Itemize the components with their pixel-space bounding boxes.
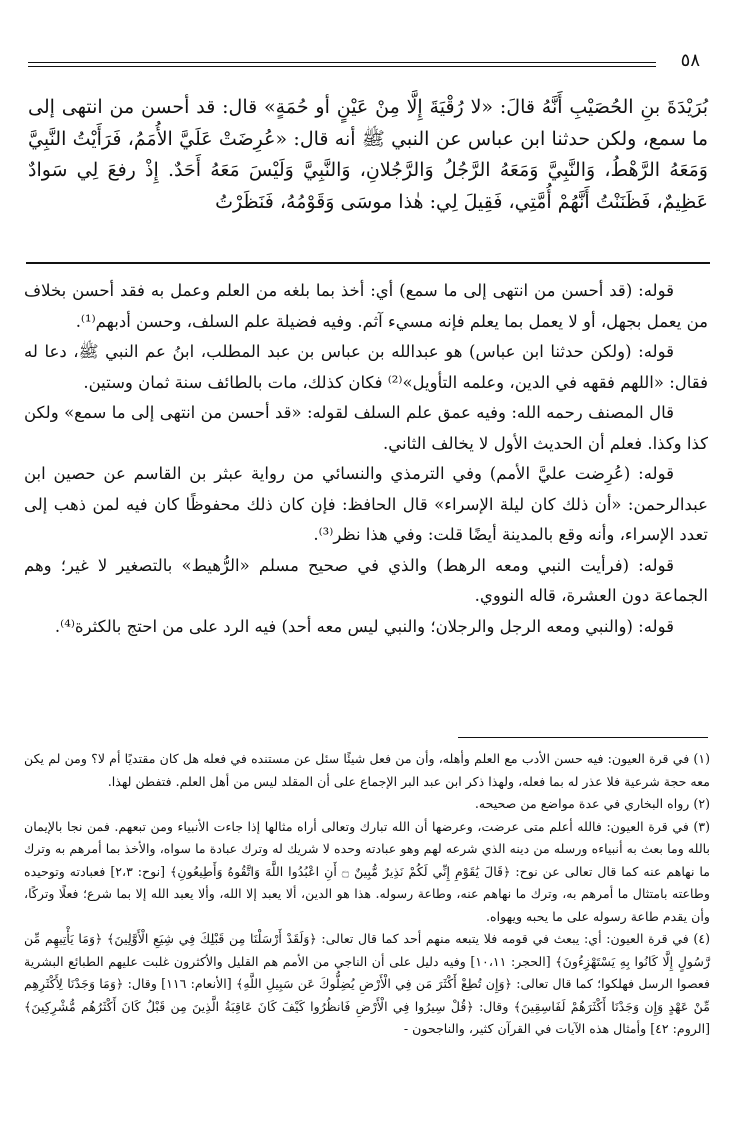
hadith-text (28, 92, 708, 218)
commentary-paragraph: قوله: (فرأيت النبي ومعه الرهط) والذي في صحيح مسلم «الرُّهيط» بالتصغير لا غير؛ وهم الجماعة دون العشرة، قاله النووي. (24, 555, 708, 605)
commentary-paragraph: قوله: (والنبي ومعه الرجل والرجلان؛ والنبي ليس معه أحد) فيه الرد على من احتج بالكثرة⁽⁴⁾. (54, 616, 674, 636)
commentary-paragraph: قوله: (عُرِضت عليَّ الأمم) وفي الترمذي والنسائي من رواية عبثر بن القاسم عن حصين ابن عبدالرحمن: «أن ذلك كان ليلة الإسراء» قال الحافظ: فإن كان ذلك محفوظًا كان فيه لمن ذهب إلى تعدد الإسراء، وأنه وقع بالمدينة أيضًا قلت: وفي هذا نظر⁽³⁾. (24, 464, 708, 544)
footnote-3: (٣) في قرة العيون: فالله أعلم متى عرضت، وعرضها أن الله تبارك وتعالى أراه مثالها إذا جاءت الأنبياء ومن تبعهم. فمن نجا بالإيمان بالله وما بعث به أنبياءه ورسله من دينه الذي شرعه لهم وهو عبادته وحده لا شريك له وترك عبادة ما سواه، والأخذ بما أمرهم به وترك ما نهاهم عنه كما قال تعالى عن نوح: ﴿قَالَ يَٰقَوْمِ إِنِّي لَكُمْ نَذِيرٌ مُّبِينٌ ۝ أَنِ اعْبُدُوا اللَّهَ وَاتَّقُوهُ وَأَطِيعُونِ﴾ [نوح: ٢،٣] فعبادته وتوحيده وطاعته بامتثال ما أمرهم به، وترك ما نهاهم عنه، وطاعة رسوله. هذا هو الدين، ألا يعبد إلا الله، وألا يعبد الله إلا بما شرع؛ فعلًا وتركًا، وأن يقدم طاعة رسوله على ما يحبه ويهواه. (24, 818, 710, 924)
commentary-paragraph: قوله: (قد أحسن من انتهى إلى ما سمع) أي: أخذ بما بلغه من العلم وعمل به فقد أحسن بخلاف من يعمل بجهل، أو لا يعمل بما يعلم فإنه مسيء آثم. وفيه فضيلة علم السلف، وحسن أدبهم⁽¹⁾. (24, 281, 708, 331)
page-number: ٥٨ (680, 50, 700, 71)
commentary-paragraph: قوله: (ولكن حدثنا ابن عباس) هو عبدالله بن عباس بن عبد المطلب، ابنُ عم النبي ﷺ، دعا له فقال: «اللهم فقهه في الدين، وعلمه التأويل»⁽²⁾ فكان كذلك، مات بالطائف سنة ثمان وستين. (24, 342, 708, 392)
footnote-divider (458, 737, 708, 738)
main-text-divider (26, 262, 710, 264)
commentary-section (24, 276, 708, 642)
hadith-paragraph: بُرَيْدَةَ بنِ الحُصَيْبِ أَنَّهُ قالَ: «لا رُقْيَةَ إِلَّا مِنْ عَيْنٍ أو حُمَةٍ» قال: قد أحسن من انتهى إلى ما سمع، ولكن حدثنا ابن عباس عن النبي ﷺ أنه قال: «عُرِضَتْ عَلَيَّ الأُمَمُ، فَرَأَيْتُ النَّبِيَّ وَمَعَهُ الرَّهْطُ، وَالنَّبِيَّ وَمَعَهُ الرَّجُلُ وَالرَّجُلانِ، وَالنَّبِيَّ وَلَيْسَ مَعَهُ أَحَدٌ. إِذْ رفعَ لِي سَوادٌ عَظِيمٌ، فَظَنَنْتُ أَنَّهُمْ أُمَّتِي، فَقِيلَ لِي: هٰذا موسَى وَقَوْمُهُ، فَنَظَرْتُ (28, 96, 708, 213)
footnote-4: (٤) في قرة العيون: أي: يبعث في قومه فلا يتبعه منهم أحد كما قال تعالى: ﴿وَلَقَدْ أَرْسَلْنَا مِن قَبْلِكَ فِي شِيَعِ الْأَوَّلِينَ﴾ ﴿وَمَا يَأْتِيهِم مِّن رَّسُولٍ إِلَّا كَانُوا بِهِ يَسْتَهْزِءُونَ﴾ [الحجر: ١٠،١١] وفيه دليل على أن الناجي من الأمم هم القليل والأكثرون غلبت عليهم الطبائع البشرية فعصوا الرسل فهلكوا؛ كما قال تعالى: ﴿وَإِن تُطِعْ أَكْثَرَ مَن فِي الْأَرْضِ يُضِلُّوكَ عَن سَبِيلِ اللَّهِ﴾ [الأنعام: ١١٦] وقال: ﴿وَمَا وَجَدْنَا لِأَكْثَرِهِم مِّنْ عَهْدٍ وَإِن وَجَدْنَا أَكْثَرَهُمْ لَفَاسِقِينَ﴾ وقال: ﴿قُلْ سِيرُوا فِي الْأَرْضِ فَانظُرُوا كَيْفَ كَانَ عَاقِبَةُ الَّذِينَ مِن قَبْلُ كَانَ أَكْثَرُهُم مُّشْرِكِينَ﴾ [الروم: ٤٢] وأمثال هذه الآيات في القرآن كثير، والناجحون - (24, 931, 710, 1036)
page-header (28, 50, 700, 74)
footnote-1: (١) في قرة العيون: فيه حسن الأدب مع العلم وأهله، وأن من فعل شيئًا سئل عن مستنده في فعله هل كان مقتديًا أم لا؟ ومن لم يكن معه حجة شرعية فلا عذر له بما فعله، ولهذا ذكر ابن عبد البر الإجماع على أن المقلد ليس من أهل العلم. فتفطن لهذا. (24, 751, 710, 789)
footnotes-section (24, 748, 710, 1041)
header-rule (28, 62, 656, 67)
commentary-paragraph: قال المصنف رحمه الله: وفيه عمق علم السلف لقوله: «قد أحسن من انتهى إلى ما سمع» ولكن كذا وكذا. فعلم أن الحديث الأول لا يخالف الثاني. (24, 403, 708, 453)
footnote-2: (٢) رواه البخاري في عدة مواضع من صحيحه. (474, 796, 710, 811)
